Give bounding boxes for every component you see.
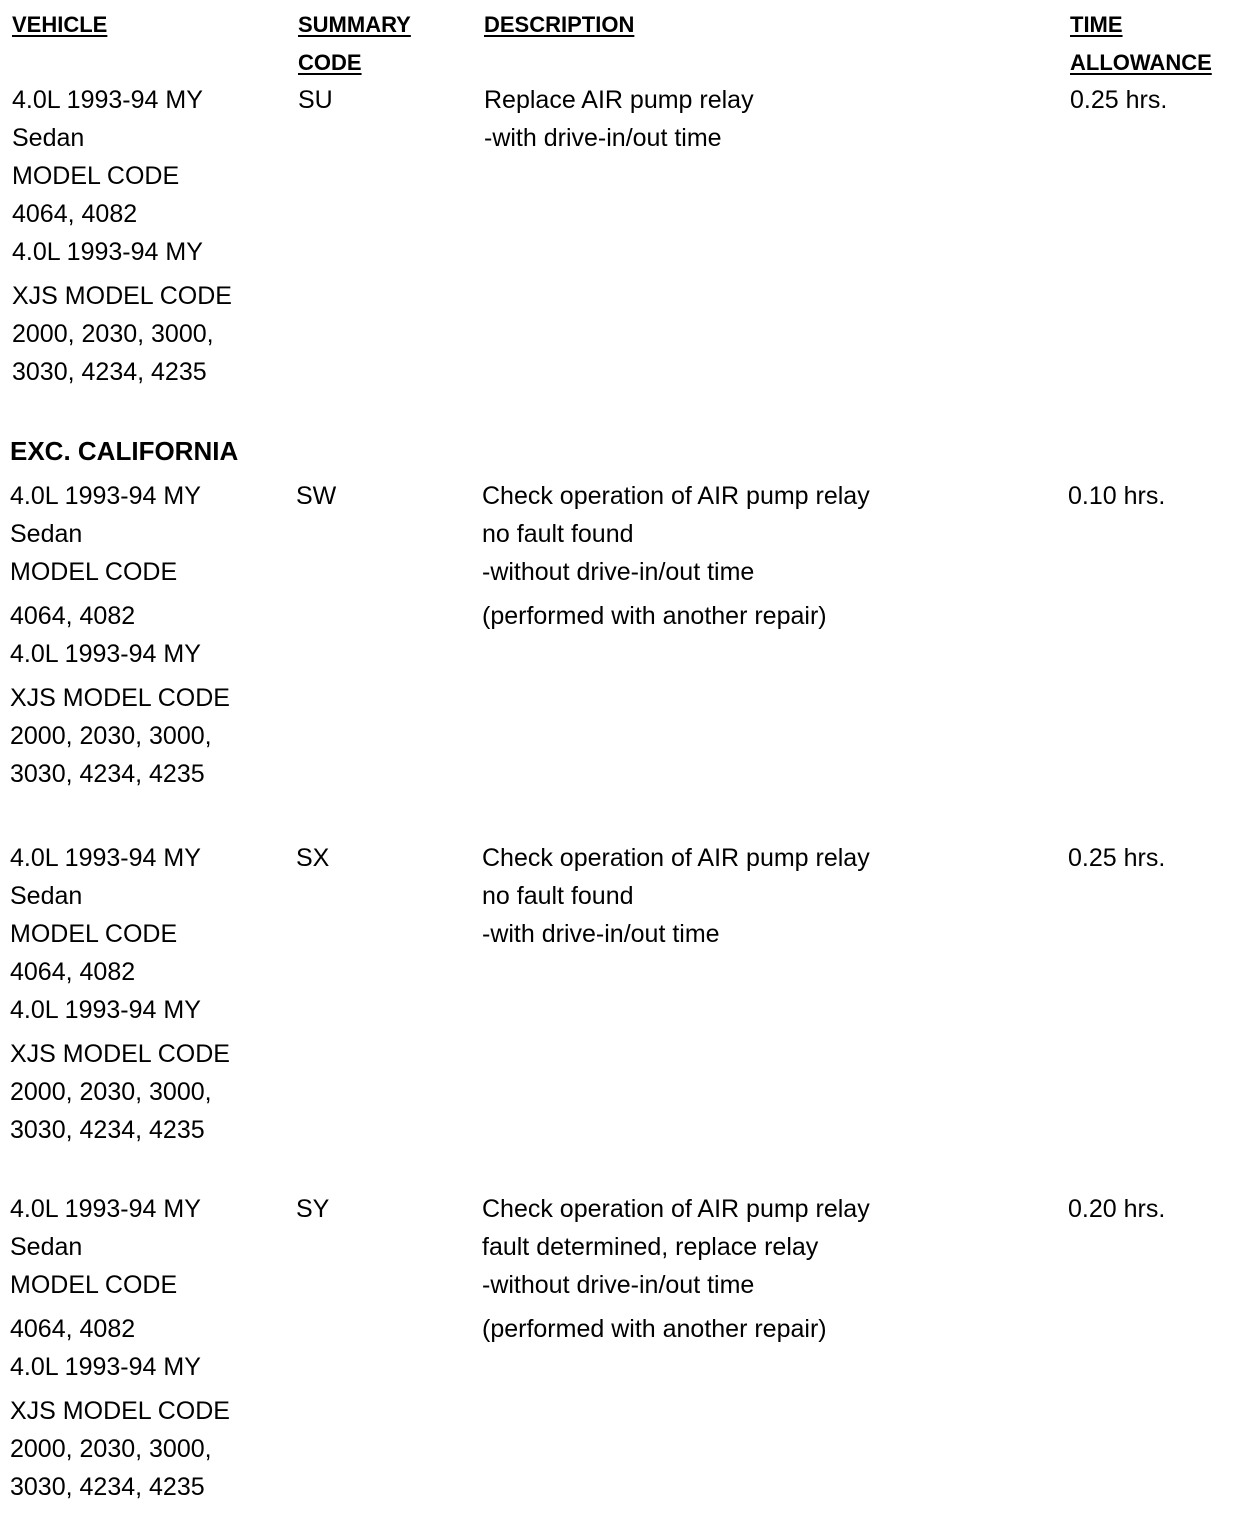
- vehicle-line: 4064, 4082: [10, 958, 136, 986]
- header-summary-code-line2: CODE: [298, 50, 362, 75]
- vehicle-line: 3030, 4234, 4235: [10, 1116, 205, 1144]
- vehicle-line: 4.0L 1993-94 MY: [10, 996, 201, 1024]
- vehicle-line: MODEL CODE: [10, 558, 178, 586]
- vehicle-line: 4.0L 1993-94 MY: [10, 844, 201, 872]
- header-summary-code-line1: SUMMARY: [298, 12, 411, 37]
- description-line: fault determined, replace relay: [482, 1233, 819, 1261]
- row-sw-code: SW: [296, 482, 337, 510]
- row-su-vehicle: [12, 88, 232, 398]
- description-line: Replace AIR pump relay: [484, 86, 754, 114]
- vehicle-line: 2000, 2030, 3000,: [10, 722, 212, 750]
- section-heading: EXC. CALIFORNIA: [10, 436, 239, 466]
- vehicle-line: 4.0L 1993-94 MY: [10, 640, 201, 668]
- vehicle-line: 3030, 4234, 4235: [10, 760, 205, 788]
- row-su-code: SU: [298, 86, 333, 114]
- header-description: DESCRIPTION: [484, 12, 635, 37]
- vehicle-line: 4064, 4082: [12, 200, 138, 228]
- row-sy-vehicle: [10, 1197, 230, 1513]
- vehicle-line: 4.0L 1993-94 MY: [12, 86, 203, 114]
- description-line: -without drive-in/out time: [482, 558, 755, 586]
- row-sy-time: 0.20 hrs.: [1068, 1195, 1166, 1223]
- header-time-line2: ALLOWANCE: [1070, 50, 1212, 75]
- vehicle-line: XJS MODEL CODE: [12, 282, 232, 310]
- vehicle-line: MODEL CODE: [10, 920, 178, 948]
- vehicle-line: 2000, 2030, 3000,: [10, 1078, 212, 1106]
- row-su-time: 0.25 hrs.: [1070, 86, 1168, 114]
- row-sx-description: [482, 846, 870, 960]
- row-sy-code: SY: [296, 1195, 330, 1223]
- vehicle-line: 4.0L 1993-94 MY: [12, 238, 203, 266]
- description-line: Check operation of AIR pump relay: [482, 482, 870, 510]
- vehicle-line: 4064, 4082: [10, 602, 136, 630]
- vehicle-line: MODEL CODE: [12, 162, 180, 190]
- vehicle-line: 3030, 4234, 4235: [10, 1473, 205, 1501]
- vehicle-line: XJS MODEL CODE: [10, 1397, 230, 1425]
- vehicle-line: Sedan: [10, 882, 83, 910]
- vehicle-line: Sedan: [10, 1233, 83, 1261]
- row-su-description: [484, 88, 754, 164]
- row-sw-vehicle: [10, 484, 230, 800]
- vehicle-line: MODEL CODE: [10, 1271, 178, 1299]
- vehicle-line: 4.0L 1993-94 MY: [10, 1195, 201, 1223]
- header-time-line1: TIME: [1070, 12, 1123, 37]
- row-sw-description: [482, 484, 870, 642]
- description-line: no fault found: [482, 882, 634, 910]
- description-line: no fault found: [482, 520, 634, 548]
- description-line: -without drive-in/out time: [482, 1271, 755, 1299]
- row-sx-vehicle: [10, 846, 230, 1156]
- description-line: -with drive-in/out time: [484, 124, 722, 152]
- header-vehicle: VEHICLE: [12, 12, 108, 37]
- vehicle-line: XJS MODEL CODE: [10, 1040, 230, 1068]
- vehicle-line: 2000, 2030, 3000,: [12, 320, 214, 348]
- vehicle-line: 4.0L 1993-94 MY: [10, 482, 201, 510]
- vehicle-line: Sedan: [10, 520, 83, 548]
- vehicle-line: Sedan: [12, 124, 85, 152]
- row-sx-time: 0.25 hrs.: [1068, 844, 1166, 872]
- vehicle-line: 4064, 4082: [10, 1315, 136, 1343]
- description-line: -with drive-in/out time: [482, 920, 720, 948]
- vehicle-line: 3030, 4234, 4235: [12, 358, 207, 386]
- row-sx-code: SX: [296, 844, 330, 872]
- row-sy-description: [482, 1197, 870, 1355]
- vehicle-line: 4.0L 1993-94 MY: [10, 1353, 201, 1381]
- vehicle-line: XJS MODEL CODE: [10, 684, 230, 712]
- vehicle-line: 2000, 2030, 3000,: [10, 1435, 212, 1463]
- description-line: (performed with another repair): [482, 1315, 827, 1343]
- description-line: Check operation of AIR pump relay: [482, 1195, 870, 1223]
- description-line: Check operation of AIR pump relay: [482, 844, 870, 872]
- row-sw-time: 0.10 hrs.: [1068, 482, 1166, 510]
- description-line: (performed with another repair): [482, 602, 827, 630]
